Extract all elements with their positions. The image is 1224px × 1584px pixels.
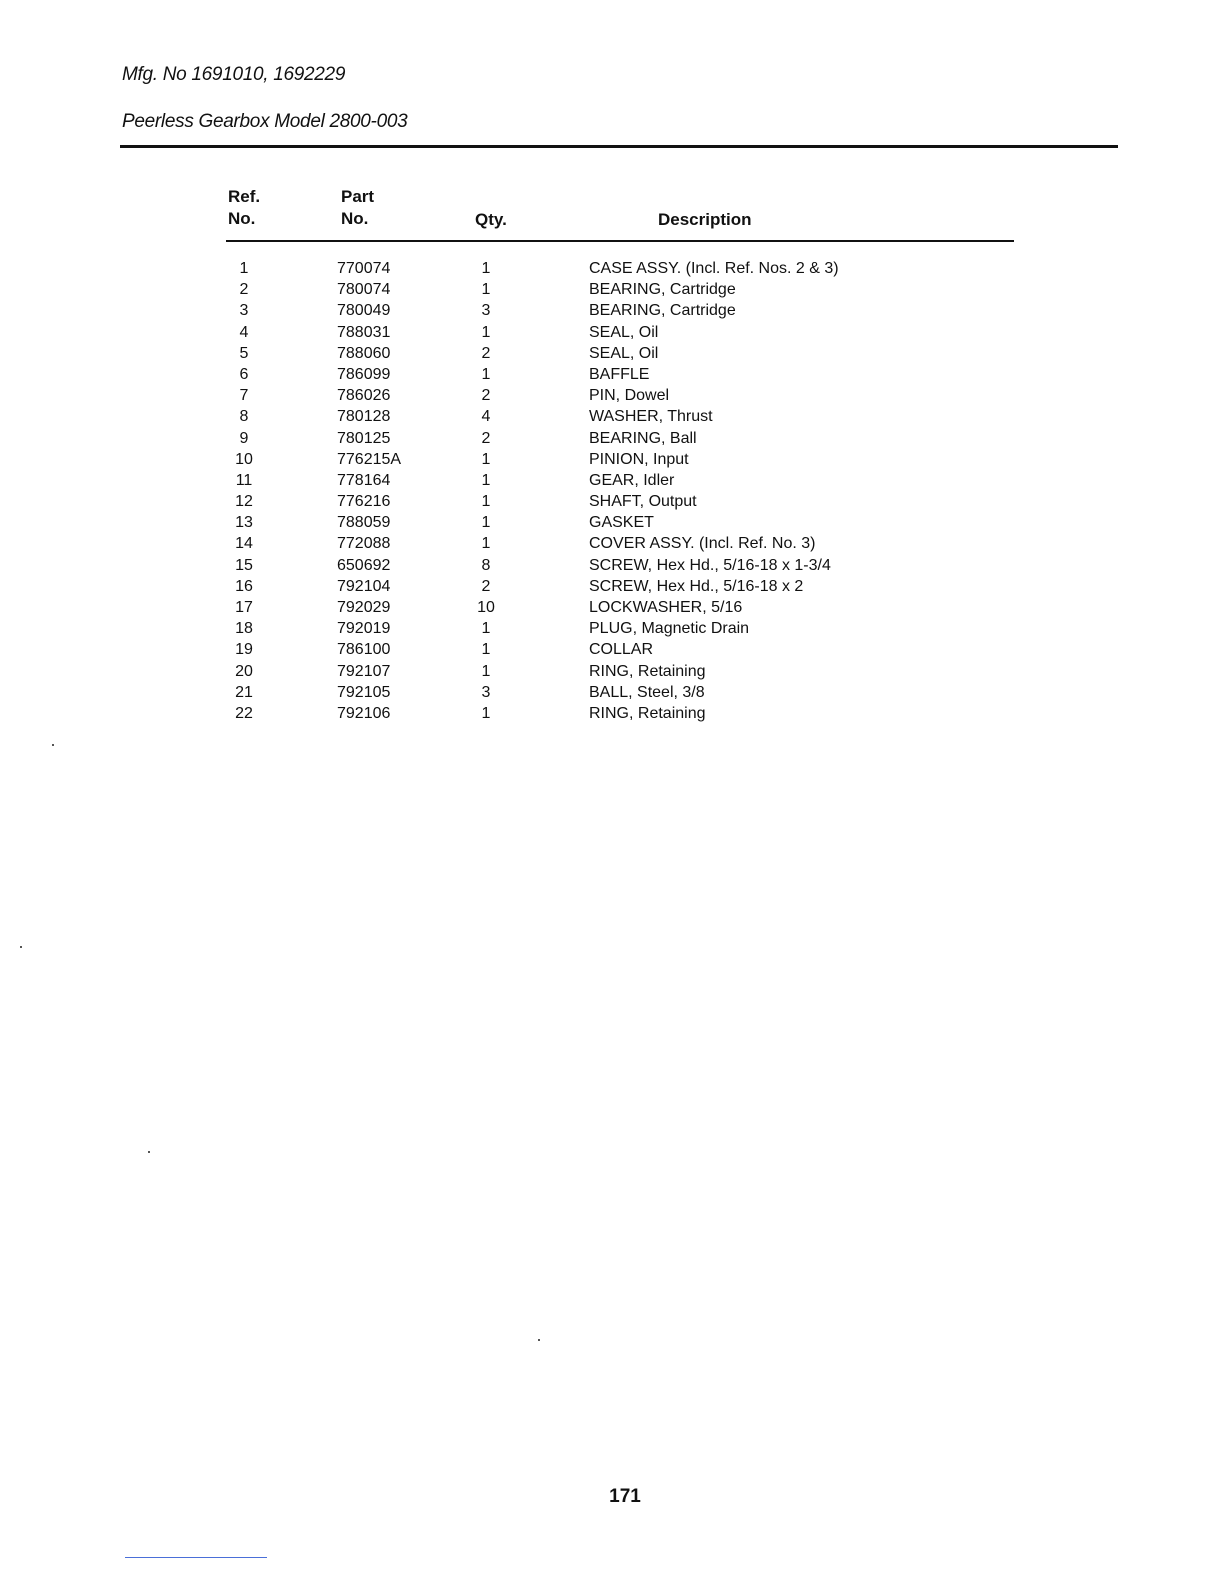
- scan-speck: [52, 744, 54, 746]
- table-row: [0, 406, 1224, 427]
- part-no-cell: 780125: [337, 429, 391, 447]
- qty-cell: 1: [481, 471, 491, 489]
- description-cell: WASHER, Thrust: [589, 408, 713, 426]
- qty-cell: 2: [481, 577, 491, 595]
- qty-cell: 1: [481, 281, 491, 299]
- qty-cell: 1: [481, 514, 491, 532]
- ref-no-cell: 4: [239, 323, 249, 341]
- description-cell: PIN, Dowel: [589, 387, 670, 405]
- ref-header-line2: No.: [228, 209, 256, 228]
- description-cell: PINION, Input: [589, 450, 689, 468]
- qty-cell: 1: [481, 450, 491, 468]
- page-number: 171: [609, 1486, 641, 1507]
- ref-no-cell: 1: [239, 260, 249, 277]
- table-row: [0, 449, 1224, 470]
- description-cell: GEAR, Idler: [589, 471, 675, 489]
- table-row: [0, 682, 1224, 703]
- mfg-number: Mfg. No 1691010, 1692229: [122, 64, 346, 85]
- description-cell: COLLAR: [589, 641, 654, 659]
- scan-speck: [20, 946, 22, 948]
- description-cell: PLUG, Magnetic Drain: [589, 620, 750, 638]
- qty-cell: 1: [481, 365, 491, 383]
- qty-cell: 2: [481, 387, 491, 405]
- scan-speck: [538, 1339, 540, 1341]
- qty-cell: 2: [481, 429, 491, 447]
- part-no-cell: 786100: [337, 641, 391, 659]
- part-no-cell: 792019: [337, 620, 391, 638]
- part-no-cell: 788031: [337, 323, 391, 341]
- ref-no-cell: 8: [239, 408, 249, 426]
- qty-cell: 4: [481, 408, 491, 426]
- ref-no-cell: 12: [235, 493, 253, 511]
- ref-no-cell: 3: [239, 302, 249, 320]
- table-row: [0, 512, 1224, 533]
- part-no-cell: 792107: [337, 662, 391, 680]
- description-cell: BEARING, Cartridge: [589, 302, 736, 320]
- qty-cell: 1: [481, 535, 491, 553]
- table-row: [0, 258, 1224, 279]
- table-row: [0, 491, 1224, 512]
- ref-no-cell: 11: [235, 471, 253, 489]
- ref-no-cell: 17: [235, 599, 253, 616]
- qty-cell: 1: [481, 641, 491, 659]
- part-no-cell: 788060: [337, 344, 391, 362]
- part-no-cell: 780128: [337, 408, 391, 426]
- table-row: [0, 555, 1224, 576]
- part-header-line2: No.: [341, 209, 369, 228]
- column-header-rule: [226, 240, 1014, 242]
- column-header-description: Description: [658, 210, 752, 229]
- qty-cell: 10: [477, 599, 495, 616]
- table-row: [0, 322, 1224, 343]
- part-no-cell: 792106: [337, 704, 391, 722]
- qty-cell: 8: [481, 556, 491, 574]
- ref-no-cell: 7: [239, 387, 249, 405]
- description-cell: RING, Retaining: [589, 704, 706, 722]
- column-header-part-no: [341, 186, 374, 230]
- table-row: [0, 639, 1224, 660]
- table-row: [0, 385, 1224, 406]
- ref-no-cell: 20: [235, 662, 253, 680]
- description-cell: BEARING, Cartridge: [589, 281, 736, 299]
- table-row: [0, 703, 1224, 724]
- part-no-cell: 770074: [337, 260, 391, 277]
- ref-no-cell: 14: [235, 535, 253, 553]
- description-cell: SHAFT, Output: [589, 493, 697, 511]
- scan-speck: [148, 1151, 150, 1153]
- footer-link-underline: [125, 1557, 267, 1558]
- header-rule: [120, 145, 1118, 148]
- part-no-cell: 792104: [337, 577, 391, 595]
- part-header-line1: Part: [341, 187, 375, 206]
- part-no-cell: 786099: [337, 365, 391, 383]
- qty-cell: 3: [481, 302, 491, 320]
- description-cell: COVER ASSY. (Incl. Ref. No. 3): [589, 535, 816, 553]
- part-no-cell: 792105: [337, 683, 391, 701]
- table-row: [0, 428, 1224, 449]
- description-cell: BEARING, Ball: [589, 429, 697, 447]
- qty-cell: 1: [481, 260, 491, 277]
- description-cell: CASE ASSY. (Incl. Ref. Nos. 2 & 3): [589, 260, 839, 277]
- part-no-cell: 650692: [337, 556, 391, 574]
- table-row: [0, 300, 1224, 321]
- table-row: [0, 533, 1224, 554]
- ref-no-cell: 22: [235, 704, 253, 722]
- table-row: [0, 343, 1224, 364]
- ref-header-line1: Ref.: [228, 187, 261, 206]
- part-no-cell: 780049: [337, 302, 391, 320]
- ref-no-cell: 2: [239, 281, 249, 299]
- qty-cell: 1: [481, 662, 491, 680]
- table-row: [0, 364, 1224, 385]
- table-row: [0, 576, 1224, 597]
- part-no-cell: 778164: [337, 471, 391, 489]
- description-cell: SCREW, Hex Hd., 5/16-18 x 1-3/4: [589, 556, 831, 574]
- ref-no-cell: 9: [239, 429, 249, 447]
- qty-cell: 1: [481, 493, 491, 511]
- qty-cell: 2: [481, 344, 491, 362]
- table-row: [0, 618, 1224, 639]
- ref-no-cell: 13: [235, 514, 253, 532]
- column-header-ref-no: [228, 186, 260, 230]
- description-cell: GASKET: [589, 514, 654, 532]
- description-cell: BAFFLE: [589, 365, 650, 383]
- ref-no-cell: 18: [235, 620, 253, 638]
- table-row: [0, 279, 1224, 300]
- ref-no-cell: 6: [239, 365, 249, 383]
- ref-no-cell: 19: [235, 641, 253, 659]
- part-no-cell: 776216: [337, 493, 391, 511]
- description-cell: SCREW, Hex Hd., 5/16-18 x 2: [589, 577, 804, 595]
- description-cell: SEAL, Oil: [589, 323, 659, 341]
- part-no-cell: 786026: [337, 387, 391, 405]
- ref-no-cell: 10: [235, 450, 253, 468]
- gearbox-model: Peerless Gearbox Model 2800-003: [122, 111, 408, 132]
- qty-cell: 3: [481, 683, 491, 701]
- description-cell: SEAL, Oil: [589, 344, 659, 362]
- description-cell: LOCKWASHER, 5/16: [589, 599, 743, 616]
- qty-cell: 1: [481, 620, 491, 638]
- parts-list: [0, 258, 1224, 724]
- part-no-cell: 776215A: [337, 450, 402, 468]
- qty-cell: 1: [481, 704, 491, 722]
- ref-no-cell: 21: [235, 683, 253, 701]
- part-no-cell: 788059: [337, 514, 391, 532]
- part-no-cell: 792029: [337, 599, 391, 616]
- table-row: [0, 597, 1224, 618]
- part-no-cell: 772088: [337, 535, 391, 553]
- ref-no-cell: 16: [235, 577, 253, 595]
- description-cell: BALL, Steel, 3/8: [589, 683, 705, 701]
- part-no-cell: 780074: [337, 281, 391, 299]
- table-row: [0, 661, 1224, 682]
- table-row: [0, 470, 1224, 491]
- qty-cell: 1: [481, 323, 491, 341]
- ref-no-cell: 15: [235, 556, 253, 574]
- description-cell: RING, Retaining: [589, 662, 706, 680]
- column-header-qty: Qty.: [475, 210, 507, 229]
- ref-no-cell: 5: [239, 344, 249, 362]
